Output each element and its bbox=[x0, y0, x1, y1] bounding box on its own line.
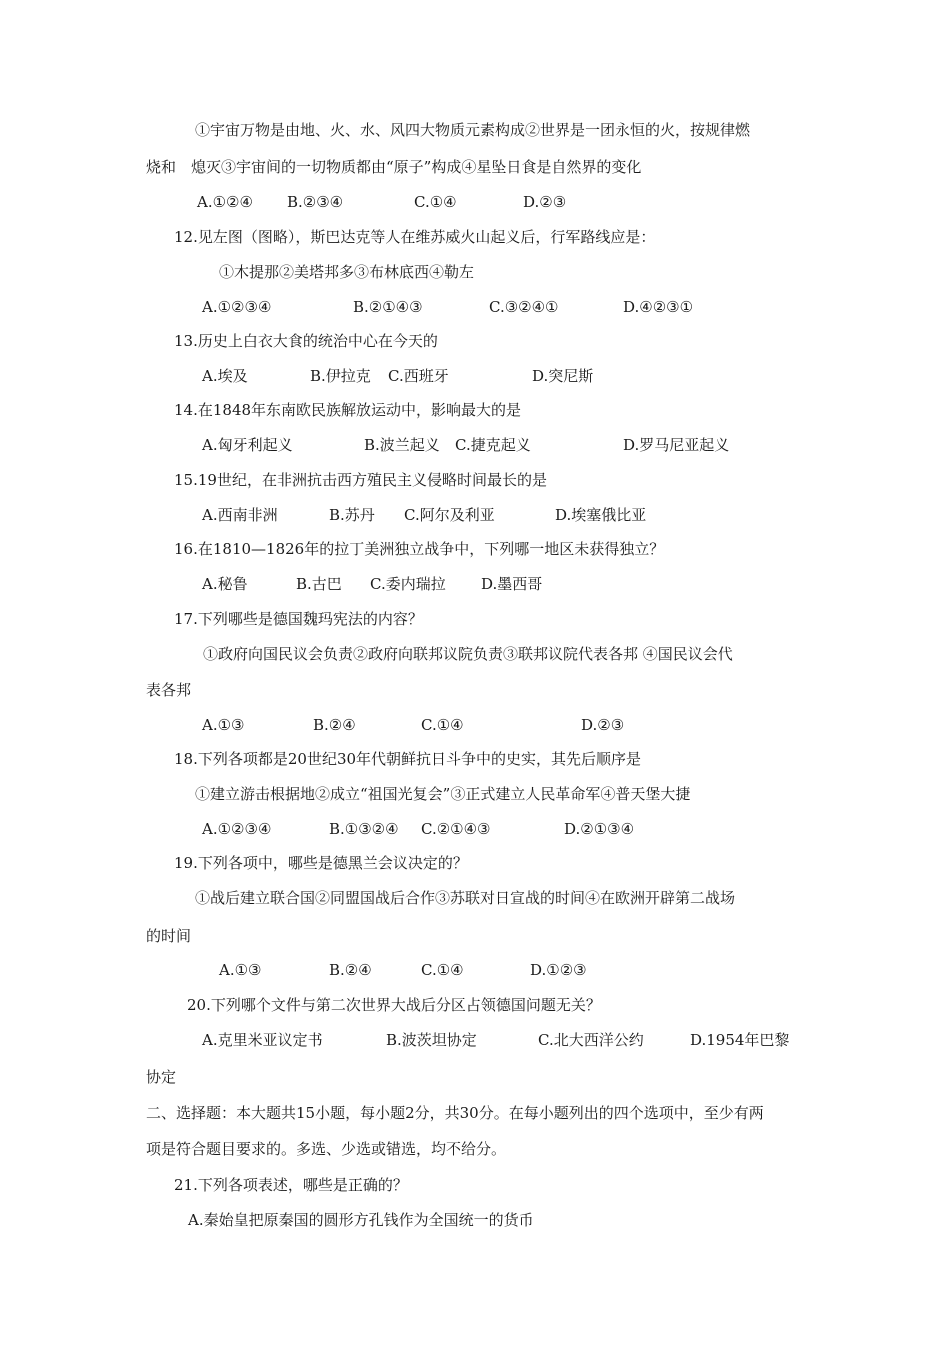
section2-instructions-line1: 二、选择题：本大题共15小题，每小题2分，共30分。在每小题列出的四个选项中，至少有两 bbox=[146, 1104, 764, 1122]
q18-option-a: A.①②③④ bbox=[202, 820, 272, 838]
q12-option-c: C.③②④① bbox=[489, 298, 559, 316]
q21-stem: 21.下列各项表述，哪些是正确的？ bbox=[174, 1176, 408, 1194]
q15-stem: 15.19世纪，在非洲抗击西方殖民主义侵略时间最长的是 bbox=[174, 471, 547, 489]
q12-option-b: B.②①④③ bbox=[353, 298, 423, 316]
q12-option-a: A.①②③④ bbox=[202, 298, 272, 316]
section2-instructions-line2: 项是符合题目要求的。多选、少选或错选，均不给分。 bbox=[146, 1140, 507, 1158]
q20-option-c: C.北大西洋公约 bbox=[538, 1031, 644, 1049]
q14-stem: 14.在1848年东南欧民族解放运动中，影响最大的是 bbox=[174, 401, 522, 419]
q11-option-d: D.②③ bbox=[523, 193, 567, 211]
q17-items-line2: 表各邦 bbox=[146, 681, 192, 699]
q19-option-c: C.①④ bbox=[421, 961, 464, 979]
q12-items: ①木提那②美塔邦多③布林底西④勒左 bbox=[219, 263, 475, 281]
q11-stem-line2: 烧和 熄灭③宇宙间的一切物质都由“原子”构成④星坠日食是自然界的变化 bbox=[146, 158, 642, 176]
q17-stem: 17.下列哪些是德国魏玛宪法的内容？ bbox=[174, 610, 423, 628]
q14-option-b: B.波兰起义 bbox=[364, 436, 440, 454]
q12-option-d: D.④②③① bbox=[623, 298, 694, 316]
q11-stem-line1: ①宇宙万物是由地、火、水、风四大物质元素构成②世界是一团永恒的火，按规律燃 bbox=[195, 121, 751, 139]
q19-option-d: D.①②③ bbox=[530, 961, 587, 979]
q16-option-d: D.墨西哥 bbox=[481, 575, 543, 593]
q21-option-a: A.秦始皇把原秦国的圆形方孔钱作为全国统一的货币 bbox=[188, 1211, 534, 1229]
q16-option-a: A.秘鲁 bbox=[202, 575, 248, 593]
q16-option-b: B.古巴 bbox=[296, 575, 342, 593]
q19-option-a: A.①③ bbox=[219, 961, 262, 979]
q17-option-b: B.②④ bbox=[313, 716, 356, 734]
q14-option-c: C.捷克起义 bbox=[455, 436, 531, 454]
q18-option-b: B.①③②④ bbox=[329, 820, 399, 838]
q13-option-b: B.伊拉克 bbox=[310, 367, 371, 385]
q15-option-d: D.埃塞俄比亚 bbox=[555, 506, 647, 524]
q20-option-b: B.波茨坦协定 bbox=[386, 1031, 477, 1049]
q11-option-a: A.①②④ bbox=[197, 193, 253, 211]
q19-option-b: B.②④ bbox=[329, 961, 372, 979]
q20-option-continuation: 协定 bbox=[146, 1068, 177, 1086]
q13-option-a: A.埃及 bbox=[202, 367, 248, 385]
q19-items-line2: 的时间 bbox=[146, 927, 192, 945]
q13-option-d: D.突尼斯 bbox=[532, 367, 594, 385]
q13-stem: 13.历史上白衣大食的统治中心在今天的 bbox=[174, 332, 438, 350]
q18-option-c: C.②①④③ bbox=[421, 820, 491, 838]
q20-stem: 20.下列哪个文件与第二次世界大战后分区占领德国问题无关？ bbox=[187, 996, 601, 1014]
q18-option-d: D.②①③④ bbox=[564, 820, 635, 838]
q17-option-c: C.①④ bbox=[421, 716, 464, 734]
q11-option-c: C.①④ bbox=[414, 193, 457, 211]
q15-option-c: C.阿尔及利亚 bbox=[404, 506, 495, 524]
q17-option-d: D.②③ bbox=[581, 716, 625, 734]
q17-option-a: A.①③ bbox=[202, 716, 245, 734]
q19-stem: 19.下列各项中，哪些是德黑兰会议决定的？ bbox=[174, 854, 468, 872]
q11-option-b: B.②③④ bbox=[287, 193, 344, 211]
q19-items-line1: ①战后建立联合国②同盟国战后合作③苏联对日宣战的时间④在欧洲开辟第二战场 bbox=[195, 889, 736, 907]
q18-stem: 18.下列各项都是20世纪30年代朝鲜抗日斗争中的史实，其先后顺序是 bbox=[174, 750, 642, 768]
q14-option-a: A.匈牙利起义 bbox=[202, 436, 293, 454]
q14-option-d: D.罗马尼亚起义 bbox=[623, 436, 730, 454]
q18-items: ①建立游击根据地②成立“祖国光复会”③正式建立人民革命军④普天堡大捷 bbox=[195, 785, 691, 803]
q16-stem: 16.在1810—1826年的拉丁美洲独立战争中，下列哪一地区未获得独立？ bbox=[174, 540, 665, 558]
q12-stem: 12.见左图（图略），斯巴达克等人在维苏威火山起义后，行军路线应是： bbox=[174, 228, 656, 246]
q15-option-a: A.西南非洲 bbox=[202, 506, 278, 524]
q13-option-c: C.西班牙 bbox=[388, 367, 449, 385]
q16-option-c: C.委内瑞拉 bbox=[370, 575, 446, 593]
q20-option-d: D.1954年巴黎 bbox=[690, 1031, 790, 1049]
q20-option-a: A.克里米亚议定书 bbox=[202, 1031, 323, 1049]
q17-items-line1: ①政府向国民议会负责②政府向联邦议院负责③联邦议院代表各邦 ④国民议会代 bbox=[203, 645, 733, 663]
q15-option-b: B.苏丹 bbox=[329, 506, 375, 524]
